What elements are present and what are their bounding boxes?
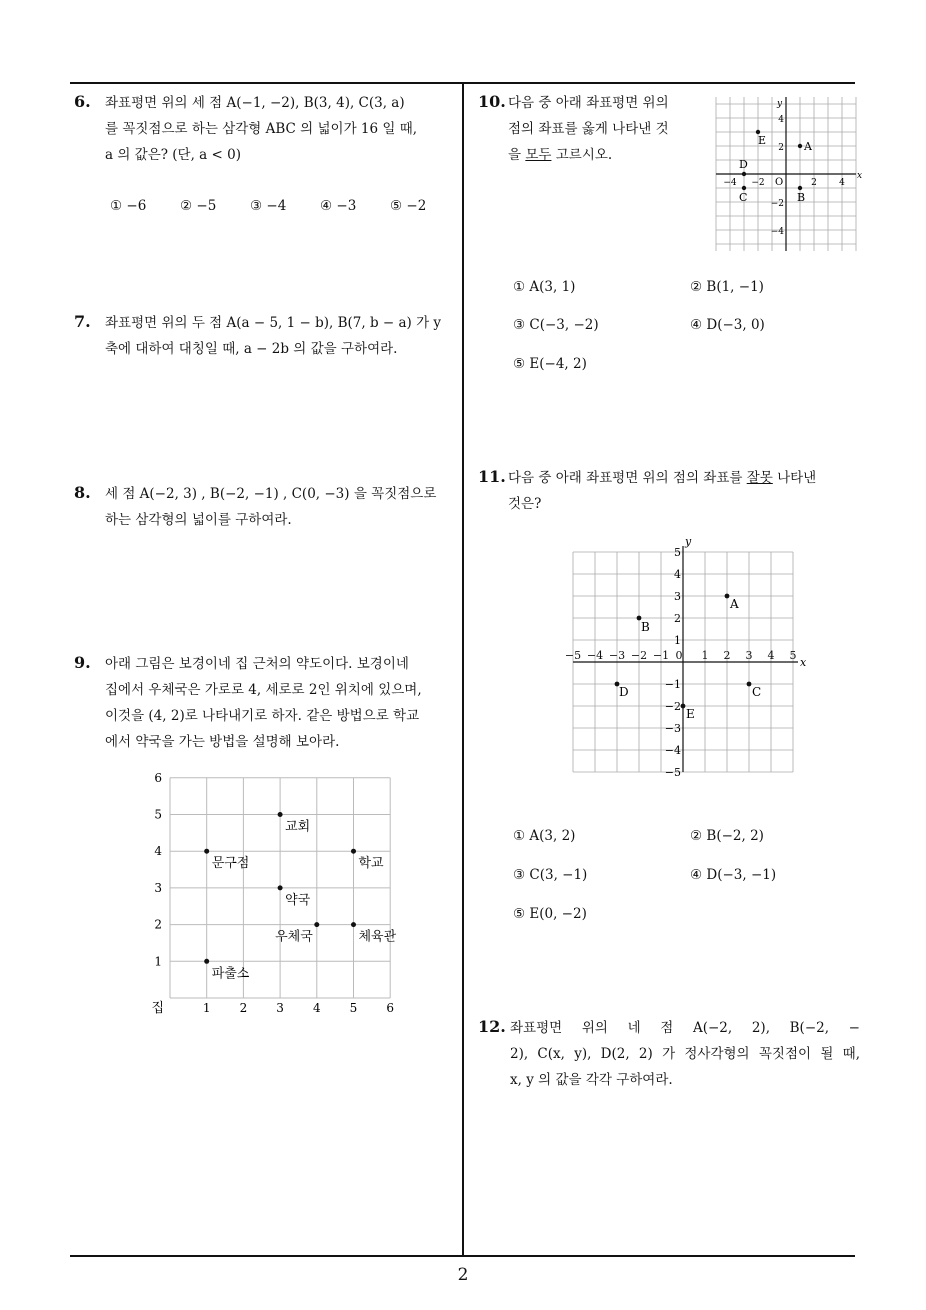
y-tick-label: 1: [154, 954, 162, 969]
coordinate-plane: [714, 94, 863, 246]
place-label: 학교: [358, 856, 384, 872]
question-line: 을 모두 고르시오.: [508, 147, 613, 163]
y-tick-label: −3: [664, 722, 681, 735]
question-line: 좌표평면 위의 두 점 A(a − 5, 1 − b), B(7, b − a) 가 y: [105, 315, 442, 331]
question-line: 아래 그림은 보경이네 집 근처의 약도이다. 보경이네: [105, 656, 409, 672]
question-text: [510, 1015, 860, 1093]
question-line: 점의 좌표를 옳게 나타낸 것: [508, 121, 669, 137]
point-A: [798, 144, 802, 148]
point-label: E: [686, 707, 695, 721]
coordinate-plane: [560, 530, 810, 780]
place-label: 파출소: [211, 966, 250, 982]
choice-3[interactable]: ③ C(3, −1): [513, 867, 588, 883]
question-text: [105, 651, 460, 755]
y-tick-label: 4: [674, 568, 681, 581]
choice-3[interactable]: ③ C(−3, −2): [513, 317, 599, 333]
y-tick-label: 2: [154, 917, 162, 932]
y-tick-label: −4: [770, 227, 784, 237]
y-tick-label: −5: [664, 766, 681, 779]
question-line: 를 꼭짓점으로 하는 삼각형 ABC 의 넓이가 16 일 때,: [105, 121, 418, 137]
x-tick-label: −2: [751, 178, 765, 188]
point-label: D: [739, 158, 748, 171]
x-tick-label: 1: [202, 1001, 211, 1015]
x-tick-label: −1: [652, 649, 670, 662]
emphasis: 모두: [525, 147, 552, 163]
y-tick-label: 3: [674, 590, 681, 603]
question-number: 9.: [74, 653, 91, 672]
choice-4[interactable]: ④ D(−3, 0): [690, 317, 765, 333]
question-line: 좌표평면 위의 세 점 A(−1, −2), B(3, 4), C(3, a): [105, 95, 405, 111]
choice-5[interactable]: ⑤ E(−4, 2): [513, 356, 587, 372]
place-point: [351, 849, 356, 854]
point-B: [798, 186, 802, 190]
place-point: [204, 959, 209, 964]
x-tick-label: 3: [276, 1001, 284, 1015]
choice-1[interactable]: ① −6: [110, 198, 147, 214]
place-label: 약국: [285, 892, 311, 908]
place-label: 문구점: [211, 856, 250, 872]
x-tick-label: 4: [839, 178, 845, 188]
x-tick-label: 1: [701, 649, 709, 662]
choice-5[interactable]: ⑤ −2: [390, 198, 427, 214]
x-tick-label: −5: [564, 649, 582, 662]
choice-4[interactable]: ④ −3: [320, 198, 357, 214]
question-text: [105, 90, 460, 168]
point-label: E: [758, 134, 767, 147]
page-number: 2: [457, 1265, 469, 1285]
point-label: A: [730, 597, 739, 611]
choice-2[interactable]: ② B(−2, 2): [690, 828, 764, 844]
x-tick-label: −4: [586, 649, 604, 662]
question-number: 8.: [74, 483, 91, 502]
point-label: A: [804, 140, 812, 153]
choice-3[interactable]: ③ −4: [250, 198, 287, 214]
question-line: 이것을 (4, 2)로 나타내기로 하자. 같은 방법으로 학교: [105, 708, 420, 724]
column-divider: [462, 82, 464, 1257]
x-tick-label: 4: [767, 649, 775, 662]
question-text: [508, 465, 868, 517]
place-label: 우체국: [275, 929, 313, 945]
x-tick-label: 2: [811, 178, 817, 188]
y-tick-label: −4: [664, 744, 681, 757]
x-tick-label: 2: [723, 649, 731, 662]
question-line: 세 점 A(−2, 3) , B(−2, −1) , C(0, −3) 을 꼭짓점으로: [105, 486, 437, 502]
question-line: 것은?: [508, 496, 542, 512]
point-D: [742, 172, 746, 176]
bottom-rule: [70, 1255, 855, 1257]
y-tick-label: 4: [154, 844, 162, 859]
x-tick-label: −4: [723, 178, 737, 188]
point-A: [725, 594, 730, 599]
question-line: 집에서 우체국은 가로로 4, 세로로 2인 위치에 있으며,: [105, 682, 422, 698]
point-label: B: [641, 620, 650, 634]
question-line: a 의 값은? (단, a < 0): [105, 147, 241, 163]
question-line: 다음 중 아래 좌표평면 위의: [508, 95, 669, 111]
y-tick-label: 5: [154, 807, 162, 822]
point-label: C: [752, 685, 762, 699]
choice-5[interactable]: ⑤ E(0, −2): [513, 906, 587, 922]
choice-2[interactable]: ② −5: [180, 198, 217, 214]
point-label: C: [739, 191, 748, 204]
x-axis-label: x: [857, 171, 863, 181]
y-tick-label: 4: [778, 115, 784, 125]
place-point: [351, 922, 356, 927]
point-label: D: [619, 685, 629, 699]
y-tick-label: 2: [778, 143, 784, 153]
origin-label: 집: [151, 1001, 164, 1016]
question-text: [105, 481, 460, 533]
question-text: [105, 310, 460, 362]
place-label: 체육관: [358, 929, 397, 945]
point-label: B: [797, 191, 806, 204]
place-point: [314, 922, 319, 927]
choice-4[interactable]: ④ D(−3, −1): [690, 867, 777, 883]
x-tick-label: −3: [608, 649, 626, 662]
x-tick-label: 4: [312, 1001, 321, 1015]
y-tick-label: −2: [664, 700, 681, 713]
question-number: 6.: [74, 92, 91, 111]
choice-1[interactable]: ① A(3, 2): [513, 828, 576, 844]
x-tick-label: 5: [349, 1001, 358, 1015]
choice-1[interactable]: ① A(3, 1): [513, 279, 576, 295]
question-line: x, y 의 값을 각각 구하여라.: [510, 1072, 673, 1088]
point-E: [681, 704, 686, 709]
y-tick-label: −2: [770, 199, 784, 209]
x-tick-label: 3: [745, 649, 753, 662]
place-point: [278, 885, 283, 890]
question-line: 축에 대하여 대칭일 때, a − 2b 의 값을 구하여라.: [105, 341, 398, 357]
question-line: 좌표평면 위의 네 점 A(−2, 2), B(−2, −: [510, 1020, 860, 1036]
y-tick-label: 6: [154, 770, 162, 785]
y-tick-label: −1: [664, 678, 681, 691]
point-C: [747, 682, 752, 687]
question-number: 11.: [478, 467, 506, 486]
origin-label: O: [775, 177, 784, 188]
y-axis-label: y: [777, 99, 783, 109]
choice-list: [110, 198, 460, 214]
question-text: [508, 90, 708, 168]
y-tick-label: 1: [674, 634, 681, 647]
y-tick-label: 5: [674, 546, 681, 559]
x-tick-label: −2: [630, 649, 648, 662]
emphasis: 잘못: [746, 470, 773, 486]
question-number: 10.: [478, 92, 506, 111]
x-axis-label: x: [800, 656, 807, 669]
point-C: [742, 186, 746, 190]
y-tick-label: 3: [154, 880, 162, 895]
question-line: 에서 약국을 가는 방법을 설명해 보아라.: [105, 734, 340, 750]
place-point: [204, 849, 209, 854]
question-line: 2), C(x, y), D(2, 2) 가 정사각형의 꼭짓점이 될 때,: [510, 1046, 860, 1062]
x-tick-label: 6: [386, 1001, 395, 1015]
place-point: [278, 812, 283, 817]
place-label: 교회: [285, 819, 311, 835]
neighborhood-map: [150, 760, 410, 1020]
question-number: 12.: [478, 1017, 506, 1036]
x-tick-label: 5: [789, 649, 797, 662]
question-line: 하는 삼각형의 넓이를 구하여라.: [105, 512, 292, 528]
question-line: 다음 중 아래 좌표평면 위의 점의 좌표를 잘못 나타낸: [508, 470, 817, 486]
choice-2[interactable]: ② B(1, −1): [690, 279, 764, 295]
y-tick-label: 2: [674, 612, 681, 625]
y-axis-label: y: [685, 535, 692, 548]
x-tick-label: 0: [675, 649, 683, 662]
question-number: 7.: [74, 312, 91, 331]
x-tick-label: 2: [239, 1001, 248, 1015]
